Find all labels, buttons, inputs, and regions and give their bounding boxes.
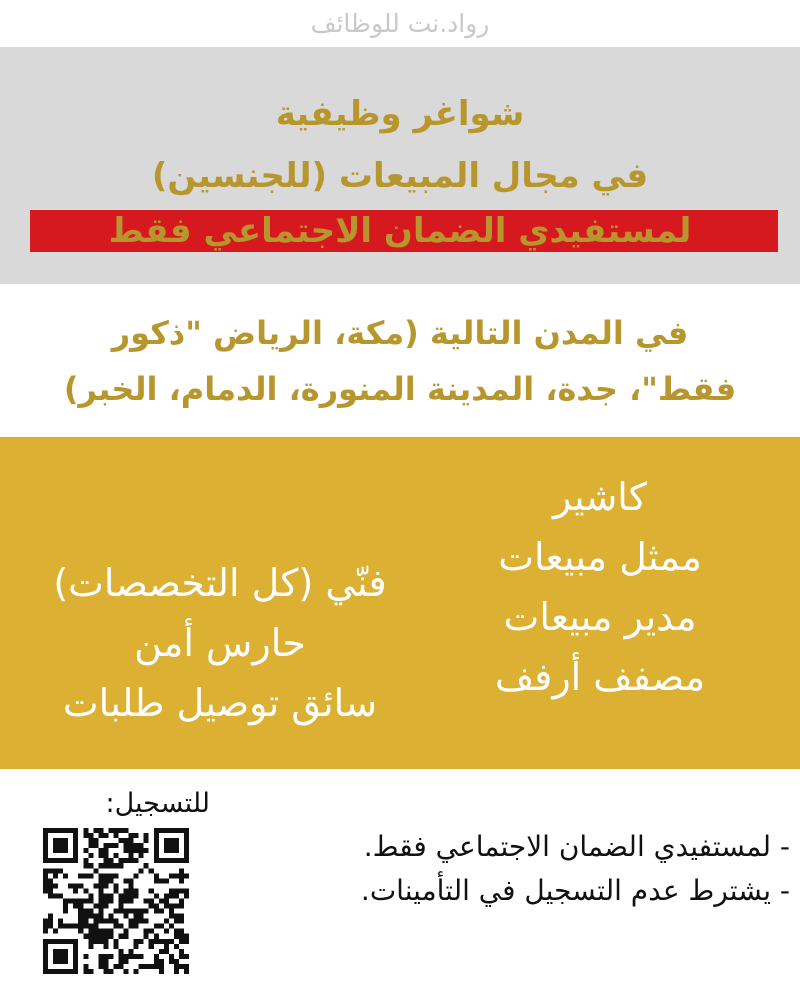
qr-code-icon[interactable] <box>43 828 189 974</box>
note-item: - يشترط عدم التسجيل في التأمينات. <box>360 874 790 907</box>
cities-text <box>30 305 770 417</box>
note-item: - لمستفيدي الضمان الاجتماعي فقط. <box>363 830 790 863</box>
jobs-left-column <box>10 553 430 733</box>
cities-line-1: في المدن التالية (مكة، الرياض "ذكور <box>111 314 689 352</box>
job-item: كاشير <box>553 475 647 519</box>
job-item: مصفف أرفف <box>494 655 706 699</box>
job-item: ممثل مبيعات <box>498 535 702 579</box>
registration-label: للتسجيل: <box>105 788 210 819</box>
job-item: فنّي (كل التخصصات) <box>53 561 387 605</box>
job-item: حارس أمن <box>134 621 306 665</box>
header-title: شواغر وظيفية <box>275 94 525 134</box>
jobs-right-column <box>440 467 760 707</box>
job-item: سائق توصيل طلبات <box>62 681 378 725</box>
header-subtitle: في مجال المبيعات (للجنسين) <box>151 156 649 196</box>
header-eligibility: لمستفيدي الضمان الاجتماعي فقط <box>108 211 692 251</box>
header-banner <box>0 47 800 284</box>
notes-list <box>230 825 790 913</box>
watermark: رواد.نت للوظائف <box>310 9 490 38</box>
job-item: مدير مبيعات <box>503 595 697 639</box>
cities-line-2: فقط"، جدة، المدينة المنورة، الدمام، الخبر) <box>63 370 737 408</box>
